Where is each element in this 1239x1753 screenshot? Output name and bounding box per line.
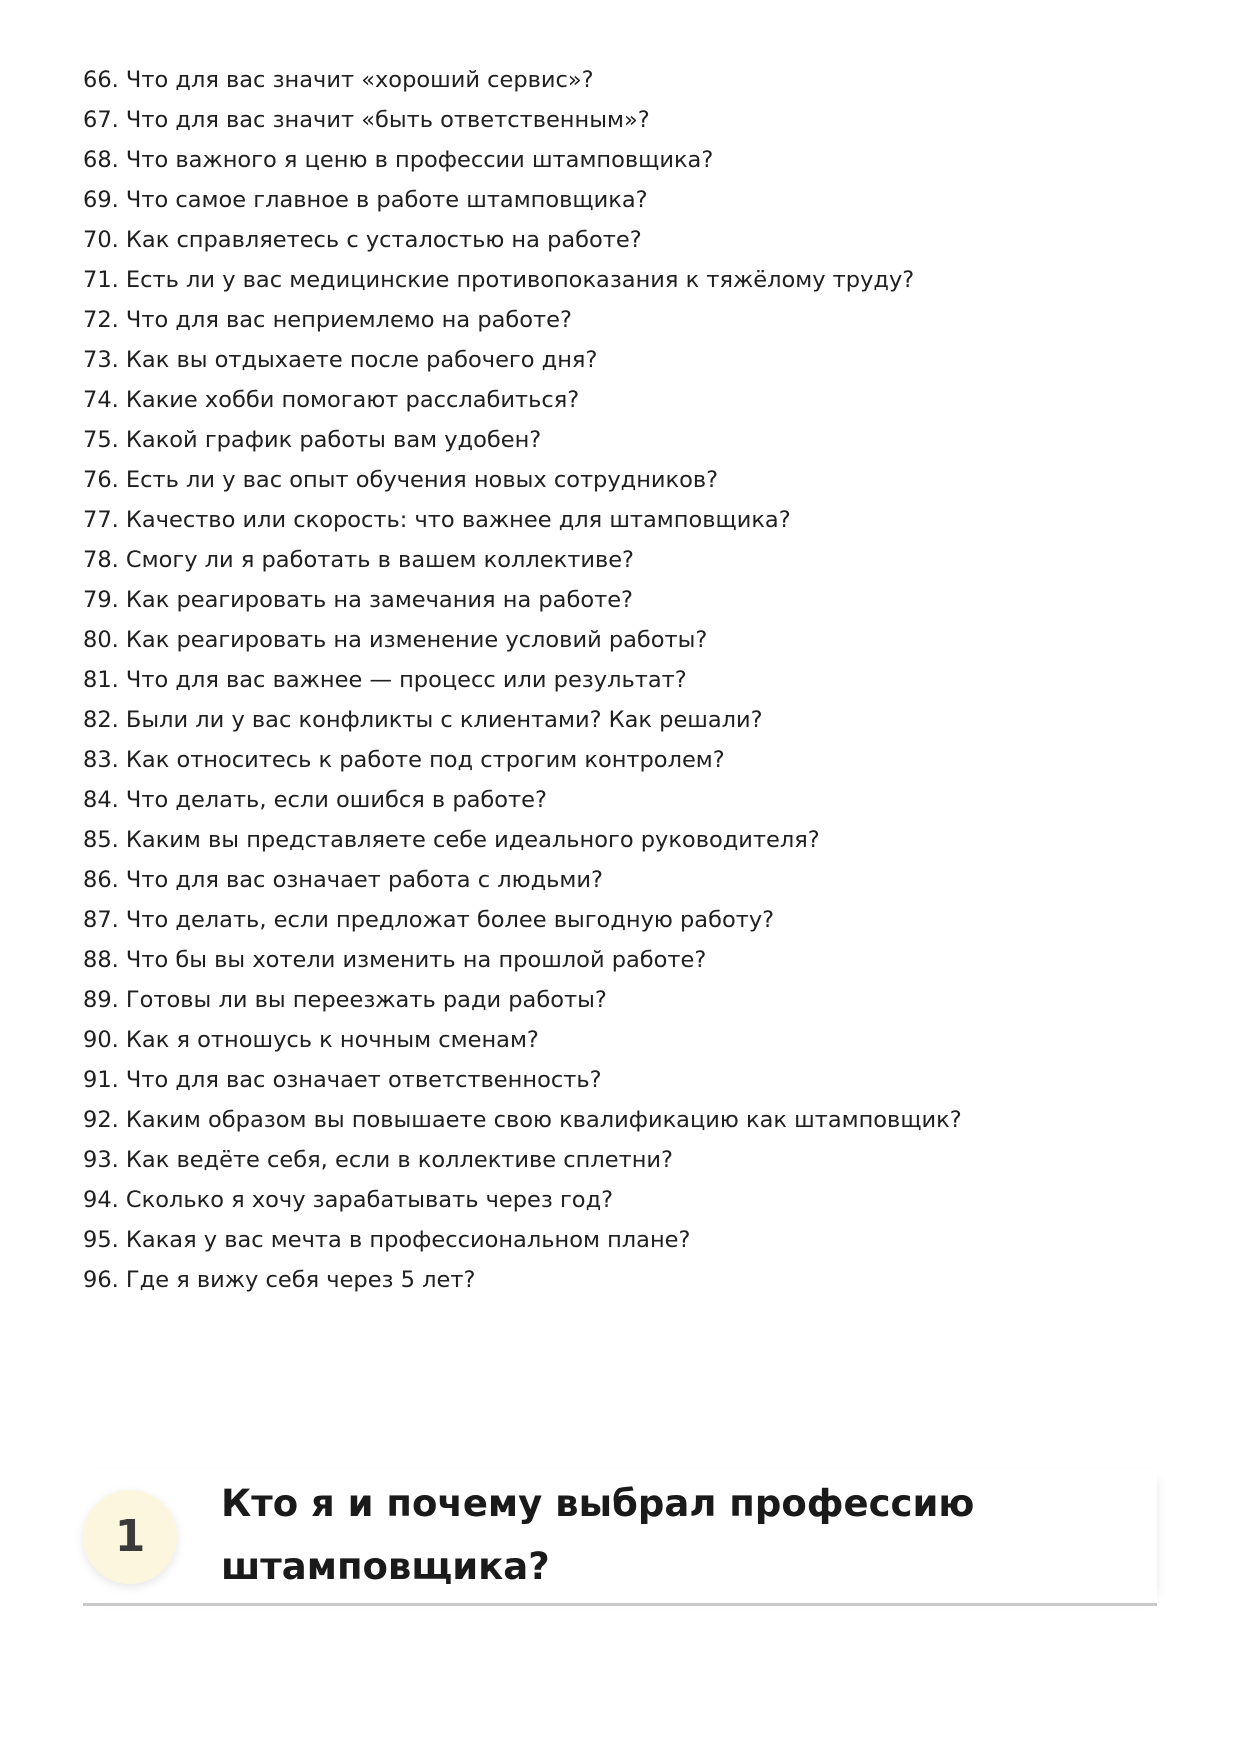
question-list xyxy=(83,60,962,1300)
question-item: 89. Готовы ли вы переезжать ради работы? xyxy=(83,987,607,1013)
question-item: 71. Есть ли у вас медицинские противопоказания к тяжёлому труду? xyxy=(83,267,915,293)
question-item: 92. Каким образом вы повышаете свою квалификацию как штамповщик? xyxy=(83,1107,962,1133)
question-item: 85. Каким вы представляете себе идеального руководителя? xyxy=(83,827,820,853)
question-item: 79. Как реагировать на замечания на работе? xyxy=(83,587,633,613)
question-item: 76. Есть ли у вас опыт обучения новых сотрудников? xyxy=(83,467,719,493)
question-item: 70. Как справляетесь с усталостью на работе? xyxy=(83,227,642,253)
question-item: 91. Что для вас означает ответственность? xyxy=(83,1067,602,1093)
question-item: 95. Какая у вас мечта в профессиональном плане? xyxy=(83,1227,691,1253)
question-item: 73. Как вы отдыхаете после рабочего дня? xyxy=(83,347,598,373)
question-item: 93. Как ведёте себя, если в коллективе сплетни? xyxy=(83,1147,673,1173)
section-number-badge: 1 xyxy=(83,1490,177,1584)
question-item: 90. Как я отношусь к ночным сменам? xyxy=(83,1027,539,1053)
question-item: 77. Качество или скорость: что важнее для штамповщика? xyxy=(83,507,791,533)
question-item: 68. Что важного я ценю в профессии штамповщика? xyxy=(83,147,714,173)
section-header xyxy=(83,1470,1157,1606)
question-item: 84. Что делать, если ошибся в работе? xyxy=(83,787,547,813)
question-item: 66. Что для вас значит «хороший сервис»? xyxy=(83,67,594,93)
question-item: 94. Сколько я хочу зарабатывать через год? xyxy=(83,1187,614,1213)
question-item: 86. Что для вас означает работа с людьми? xyxy=(83,867,603,893)
question-item: 80. Как реагировать на изменение условий работы? xyxy=(83,627,708,653)
question-item: 82. Были ли у вас конфликты с клиентами? Как решали? xyxy=(83,707,763,733)
question-item: 67. Что для вас значит «быть ответственным»? xyxy=(83,107,650,133)
question-item: 81. Что для вас важнее — процесс или результат? xyxy=(83,667,687,693)
question-item: 72. Что для вас неприемлемо на работе? xyxy=(83,307,572,333)
question-item: 87. Что делать, если предложат более выгодную работу? xyxy=(83,907,775,933)
question-item: 83. Как относитесь к работе под строгим контролем? xyxy=(83,747,725,773)
question-item: 96. Где я вижу себя через 5 лет? xyxy=(83,1267,476,1293)
section-title: Кто я и почему выбрал профессию штамповщика? xyxy=(221,1482,975,1588)
question-item: 69. Что самое главное в работе штамповщика? xyxy=(83,187,648,213)
question-item: 78. Смогу ли я работать в вашем коллективе? xyxy=(83,547,634,573)
question-item: 88. Что бы вы хотели изменить на прошлой работе? xyxy=(83,947,707,973)
question-item: 74. Какие хобби помогают расслабиться? xyxy=(83,387,580,413)
question-item: 75. Какой график работы вам удобен? xyxy=(83,427,542,453)
